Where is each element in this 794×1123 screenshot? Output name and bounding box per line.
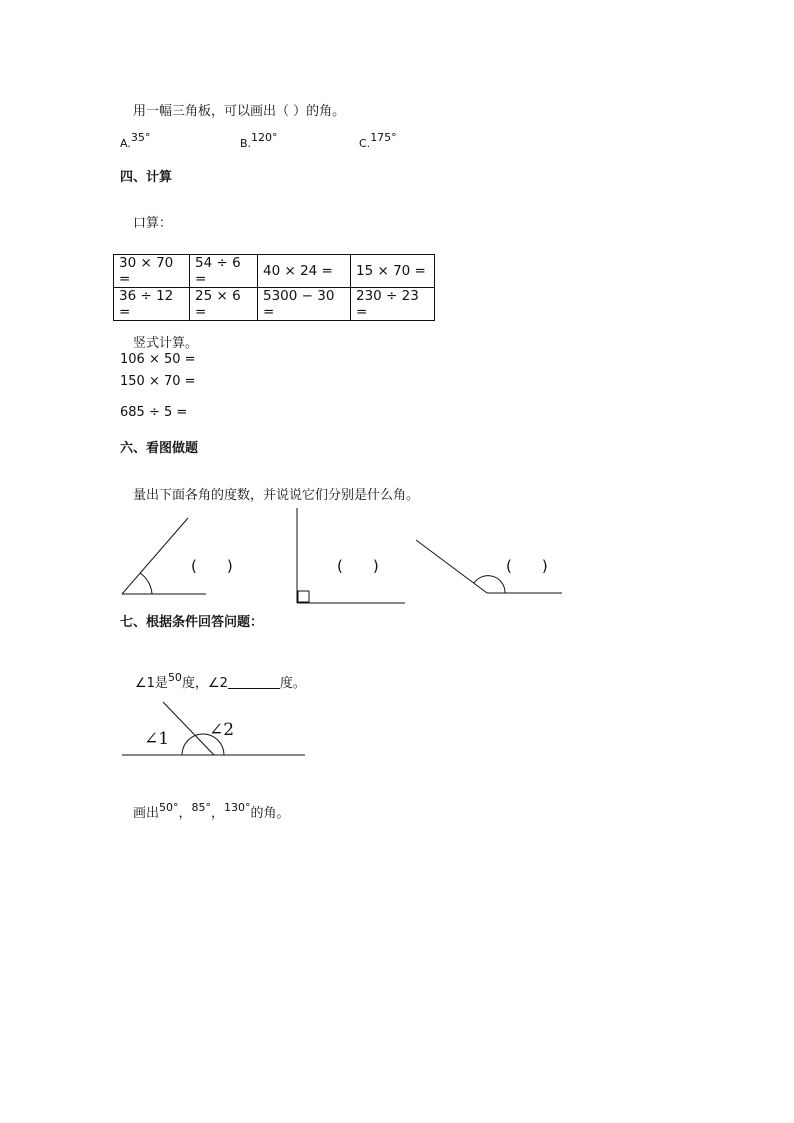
draw-angle-value: 50° <box>159 801 179 814</box>
angle-2-label: ∠2 <box>209 720 235 740</box>
separator: ， <box>211 806 225 821</box>
answer-paren[interactable]: ( ) <box>191 557 233 575</box>
draw-pre: 画出 <box>133 806 160 821</box>
draw-post: 的角。 <box>250 806 290 821</box>
question-stem: 用一幅三角板，可以画出（ ）的角。 <box>133 104 346 119</box>
table-cell: 36 ÷ 12 = <box>114 288 190 321</box>
option-letter: C. <box>359 137 371 150</box>
table-cell: 54 ÷ 6 = <box>190 255 258 288</box>
table-cell: 15 × 70 = <box>351 255 435 288</box>
table-cell: 5300 − 30 = <box>258 288 351 321</box>
vertical-item: 685 ÷ 5 = <box>120 405 188 420</box>
table-cell: 25 × 6 = <box>190 288 258 321</box>
vertical-item: 106 × 50 = <box>120 352 196 367</box>
table-cell: 40 × 24 = <box>258 255 351 288</box>
answer-paren[interactable]: ( ) <box>506 557 548 575</box>
section-title: 六、看图做题 <box>120 441 199 456</box>
table-cell: 230 ÷ 23 = <box>351 288 435 321</box>
option-value: 175° <box>370 131 397 144</box>
angle-2-text: ∠2 <box>207 676 228 691</box>
section-title: 四、计算 <box>120 170 173 185</box>
option-letter: A. <box>120 137 131 150</box>
table-cell: 30 × 70 = <box>114 255 190 288</box>
angle-2-unit: 度。 <box>279 676 306 691</box>
draw-angle-value: 85° <box>191 801 212 814</box>
vertical-item: 150 × 70 = <box>120 374 196 389</box>
section-title: 七、根据条件回答问题： <box>120 615 264 630</box>
angle-1-text: ∠1是 <box>135 676 168 691</box>
angle-1-unit: 度， <box>181 676 208 691</box>
option-value: 35° <box>130 131 151 144</box>
separator: ， <box>178 806 192 821</box>
option-letter: B. <box>240 137 252 150</box>
oral-label: 口算： <box>133 216 173 231</box>
instruction: 量出下面各角的度数，并说说它们分别是什么角。 <box>133 488 420 503</box>
draw-angle-value: 130° <box>224 801 251 814</box>
draw-instruction <box>133 802 290 821</box>
answer-paren[interactable]: ( ) <box>337 557 379 575</box>
option-value: 120° <box>251 131 278 144</box>
angle-1-value: 50 <box>167 671 182 684</box>
angle-condition <box>135 672 306 691</box>
angle-1-label: ∠1 <box>144 729 170 749</box>
vertical-label: 竖式计算。 <box>133 336 199 351</box>
answer-blank[interactable] <box>228 675 280 689</box>
